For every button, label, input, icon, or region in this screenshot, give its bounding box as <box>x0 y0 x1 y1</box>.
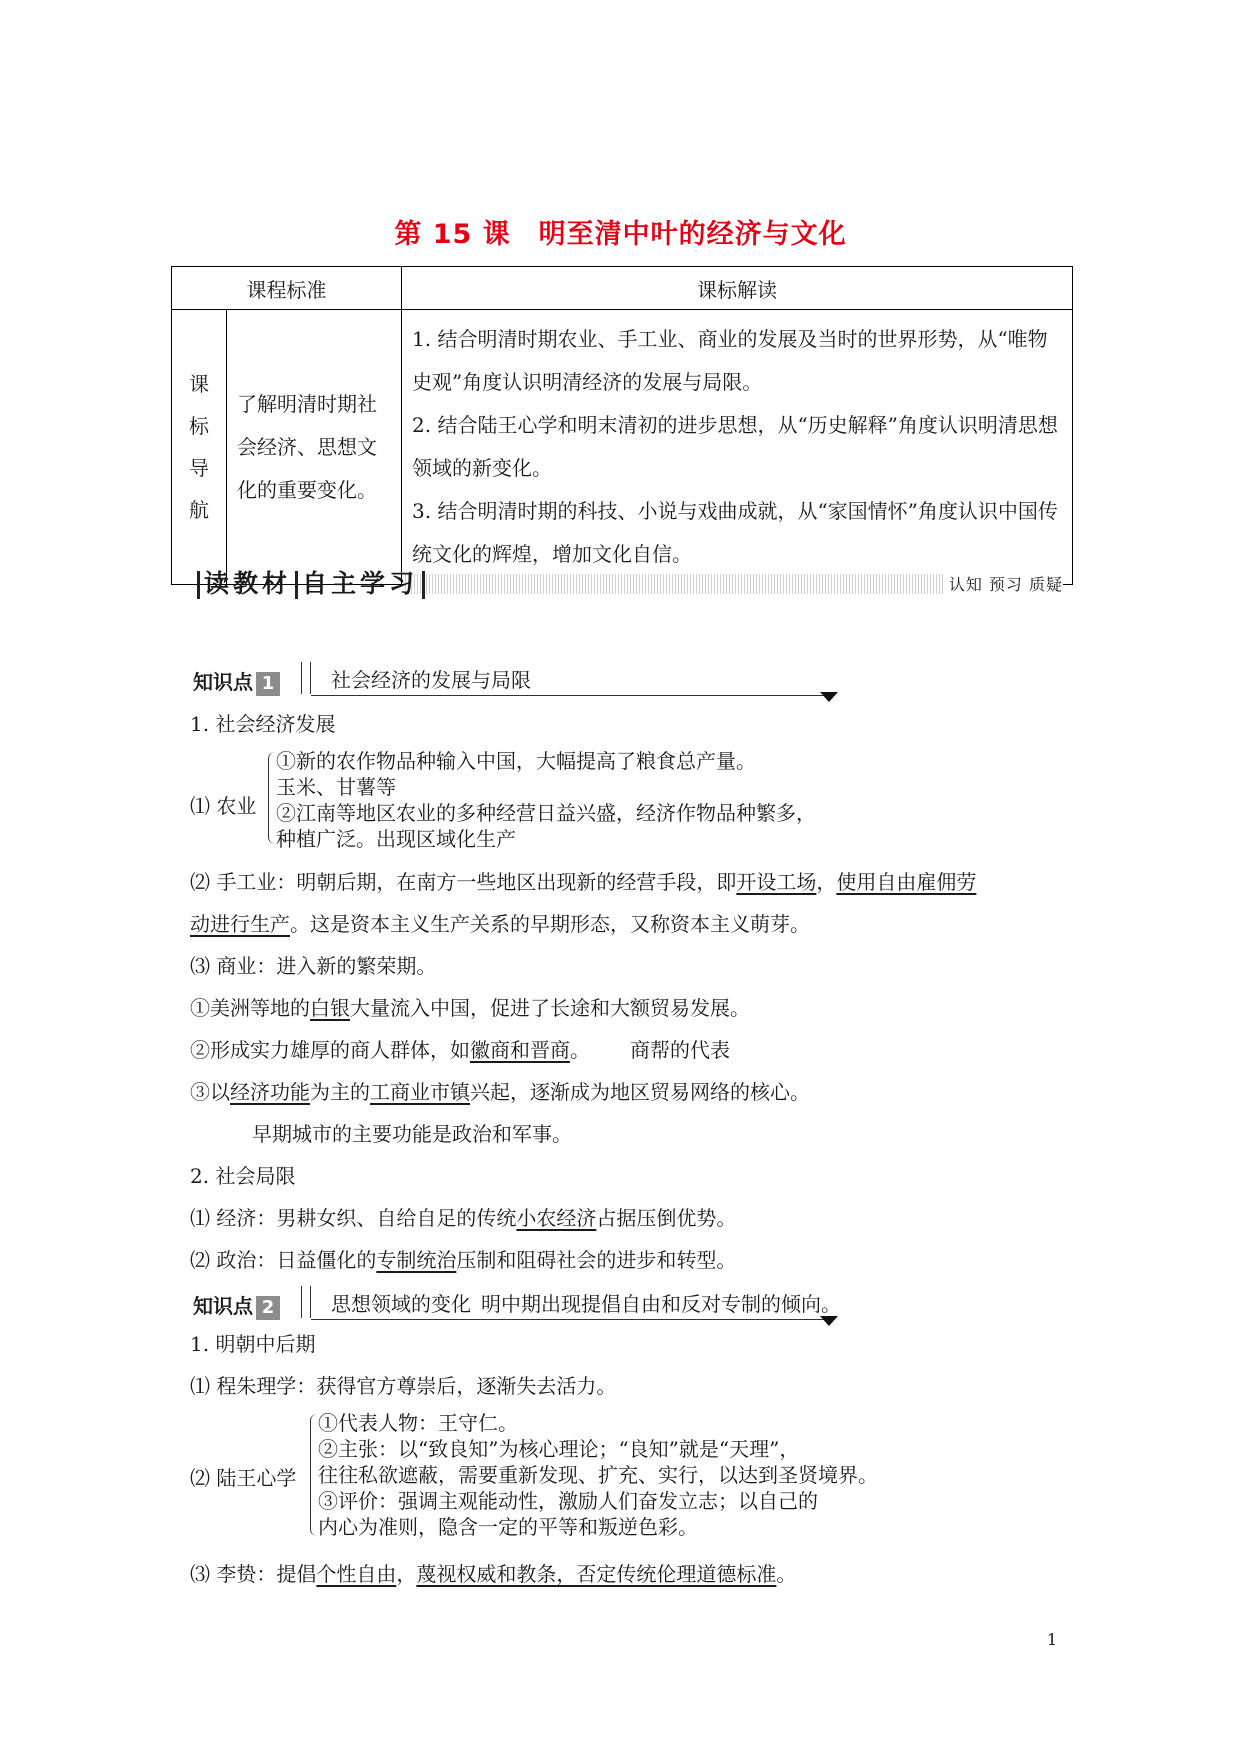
merchant-note: 商帮的代表 <box>630 1038 730 1062</box>
handicraft-line-1: ⑵ 手工业：明朝后期，在南方一些地区出现新的经营手段，即开设工场，使用自由雇佣劳 <box>190 870 977 894</box>
commerce-item-2: ②形成实力雄厚的商人群体，如徽商和晋商。 商帮的代表 <box>190 1038 730 1062</box>
knowledge-point-1-header: 知识点 1 社会经济的发展与局限 <box>193 662 838 696</box>
kp2-heading-1: 1. 明朝中后期 <box>190 1332 316 1356</box>
interp-item-2: 2. 结合陆王心学和明末清初的进步思想，从“历史解释”角度认识明清思想领域的新变化。 <box>412 413 1058 480</box>
brace <box>268 752 275 844</box>
page-title: 第 15 课 明至清中叶的经济与文化 <box>394 219 847 250</box>
limit-politics: ⑵ 政治：日益僵化的专制统治压制和阻碍社会的进步和转型。 <box>190 1248 737 1272</box>
luwang-label: ⑵ 陆王心学 <box>190 1466 297 1490</box>
page-number: 1 <box>1047 1630 1058 1649</box>
standard-text: 了解明清时期社会经济、思想文化的重要变化。 <box>227 310 402 585</box>
commerce-item-3: ③以经济功能为主的工商业市镇兴起，逐渐成为地区贸易网络的核心。 <box>190 1080 810 1104</box>
brace <box>310 1414 317 1536</box>
section-tags: 认知 预习 质疑 <box>943 572 1063 595</box>
side-label: 课 标 导 航 <box>172 310 227 585</box>
kp-number-badge: 1 <box>256 672 280 696</box>
limit-economy: ⑴ 经济：男耕女织、自给自足的传统小农经济占据压倒优势。 <box>190 1206 737 1230</box>
kp2-title: 思想领域的变化 明中期出现提倡自由和反对专制的倾向。 <box>331 1292 841 1316</box>
commerce-heading: ⑶ 商业：进入新的繁荣期。 <box>190 954 437 978</box>
col-header-standard: 课程标准 <box>172 267 402 310</box>
kp-number-badge: 2 <box>256 1296 280 1320</box>
arrow-down-icon <box>820 1316 838 1326</box>
course-standard-table <box>171 266 1073 585</box>
town-note: 早期城市的主要功能是政治和军事。 <box>252 1122 572 1146</box>
arrow-down-icon <box>820 692 838 702</box>
commerce-item-1: ①美洲等地的白银大量流入中国，促进了长途和大额贸易发展。 <box>190 996 750 1020</box>
section-bar <box>193 568 1063 600</box>
agri-items: ①新的农作物品种输入中国，大幅提高了粮食总产量。 玉米、甘薯等 ②江南等地区农业的多种经营日益兴盛，经济作物品种繁多， 种植广泛。出现区域化生产 <box>276 749 816 851</box>
agri-label: ⑴ 农业 <box>190 794 257 818</box>
lizhi: ⑶ 李贽：提倡个性自由，蔑视权威和教条，否定传统伦理道德标准。 <box>190 1562 797 1586</box>
interp-item-3: 3. 结合明清时期的科技、小说与戏曲成就，从“家国情怀”角度认识中国传统文化的辉煌，增加文化自信。 <box>412 499 1058 566</box>
interpretation-cell <box>402 310 1073 585</box>
section-heading: 读教材 自主学习 <box>193 568 429 600</box>
handicraft-line-2: 动进行生产。这是资本主义生产关系的早期形态，又称资本主义萌芽。 <box>190 912 810 936</box>
kp1-title: 社会经济的发展与局限 <box>331 668 531 692</box>
knowledge-point-2-header: 知识点 2 思想领域的变化 明中期出现提倡自由和反对专制的倾向。 <box>193 1286 838 1320</box>
interp-item-1: 1. 结合明清时期农业、手工业、商业的发展及当时的世界形势，从“唯物史观”角度认识明清经济的发展与局限。 <box>412 327 1048 394</box>
chengzhu: ⑴ 程朱理学：获得官方尊崇后，逐渐失去活力。 <box>190 1374 617 1398</box>
kp1-heading-2: 2. 社会局限 <box>190 1164 296 1188</box>
col-header-interpretation: 课标解读 <box>402 267 1073 310</box>
kp1-heading-1: 1. 社会经济发展 <box>190 712 336 736</box>
luwang-items: ①代表人物：王守仁。 ②主张：以“致良知”为核心理论；“良知”就是“天理”， 往往私欲遮蔽，需要重新发现、扩充、实行，以达到圣贤境界。 ③评价：强调主观能动性，激励人们奋发立志；以自己的 内心为准则，隐含一定的平等和叛逆色彩。 <box>318 1411 878 1539</box>
